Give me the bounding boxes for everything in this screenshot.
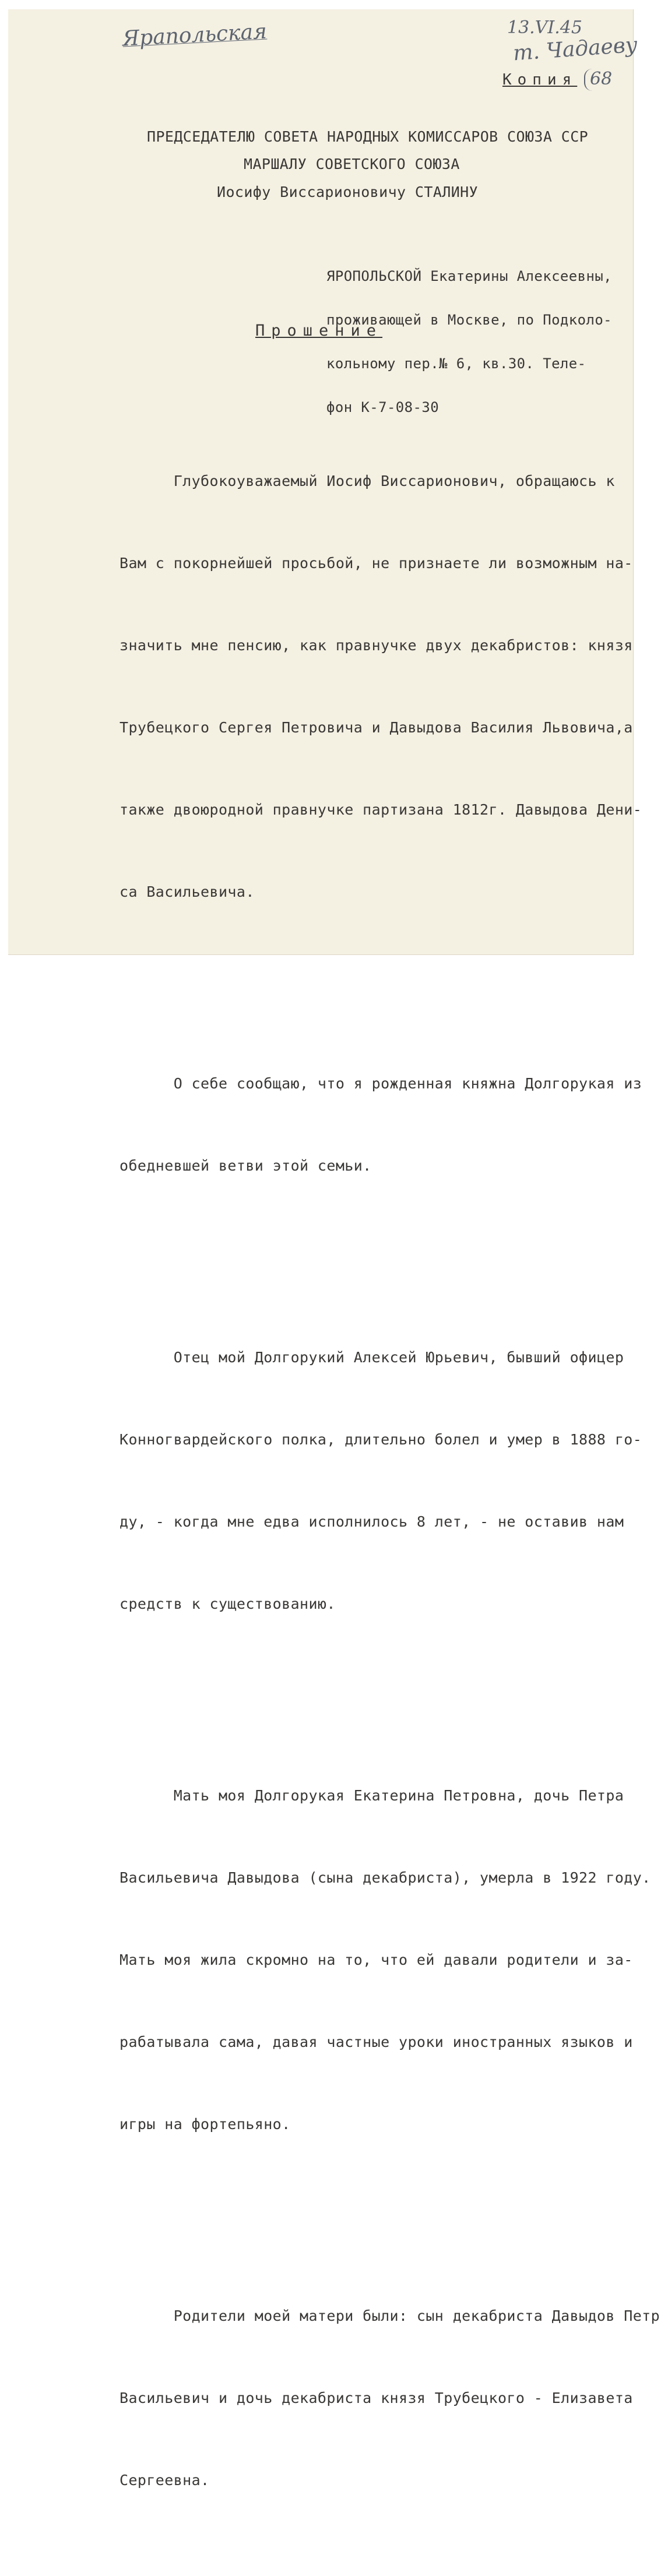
body-line: Васильевича Давыдова (сына декабриста), умерла в 1922 году. <box>119 1869 651 1886</box>
body-line: Сергеевна. <box>119 2472 210 2489</box>
paragraph-request <box>119 413 642 960</box>
body-line: значить мне пенсию, как правнучке двух декабристов: князя <box>119 637 633 654</box>
body-line: О себе сообщаю, что я рожденная княжна Долгорукая из <box>119 1075 642 1092</box>
sender-line: ЯРОПОЛЬСКОЙ Екатерины Алексеевны, <box>326 268 613 284</box>
paragraph-mother <box>119 1727 651 2193</box>
paragraph-about-self <box>119 1015 642 1234</box>
body-line: также двоюродной правнучке партизана 1812г. Давыдова Дени- <box>119 801 642 818</box>
handwritten-addressee: т. Чадаеву <box>512 33 638 66</box>
body-line: Вам с покорнейшей просьбой, не признаете ли возможным на- <box>119 555 633 572</box>
body-line: Трубецкого Сергея Петровича и Давыдова Василия Львовича,а <box>119 719 633 736</box>
body-line: Конногвардейского полка, длительно болел и умер в 1888 го- <box>119 1431 642 1448</box>
handwritten-page-number: 68 <box>590 69 613 89</box>
body-line: Глубокоуважаемый Иосиф Виссарионович, обращаюсь к <box>119 473 615 489</box>
sender-line: фон К-7-08-30 <box>326 399 440 415</box>
body-line: рабатывала сама, давая частные уроки иностранных языков и <box>119 2034 633 2050</box>
recipient-line-1: ПРЕДСЕДАТЕЛЮ СОВЕТА НАРОДНЫХ КОМИССАРОВ СОЮЗА ССР <box>147 128 589 145</box>
handwritten-surname-note: Ярапольская <box>122 19 268 51</box>
sender-line: кольному пер.№ 6, кв.30. Теле- <box>326 355 586 372</box>
sender-line: проживающей в Москве, по Подколо- <box>326 312 613 328</box>
body-line: Родители моей матери были: сын декабриста Давыдов Петр <box>119 2307 660 2324</box>
petition-title: Прошение <box>255 322 383 340</box>
recipient-line-2: МАРШАЛУ СОВЕТСКОГО СОЮЗА <box>244 156 460 172</box>
body-line: са Васильевича. <box>119 883 255 900</box>
body-line: ду, - когда мне едва исполнилось 8 лет, - не оставив нам <box>119 1513 624 1530</box>
paragraph-father <box>119 1289 642 1672</box>
body-line: Мать моя Долгорукая Екатерина Петровна, дочь Петра <box>119 1787 624 1804</box>
body-line: Васильевич и дочь декабриста князя Трубецкого - Елизавета <box>119 2390 633 2406</box>
paragraph-grandparents <box>119 2247 660 2549</box>
recipient-line-3: Иосифу Виссарионовичу СТАЛИНУ <box>217 184 479 200</box>
body-line: Отец мой Долгорукий Алексей Юрьевич, бывший офицер <box>119 1349 624 1366</box>
petition-body <box>119 355 660 2576</box>
body-line: Мать моя жила скромно на то, что ей давали родители и за- <box>119 1951 633 1968</box>
copy-label: Копия <box>502 71 578 89</box>
body-line: средств к существованию. <box>119 1595 336 1612</box>
body-line: обедневшей ветви этой семьи. <box>119 1157 372 1174</box>
handwritten-date: 13.VI.45 <box>507 17 582 38</box>
body-line: игры на фортепьяно. <box>119 2116 291 2133</box>
